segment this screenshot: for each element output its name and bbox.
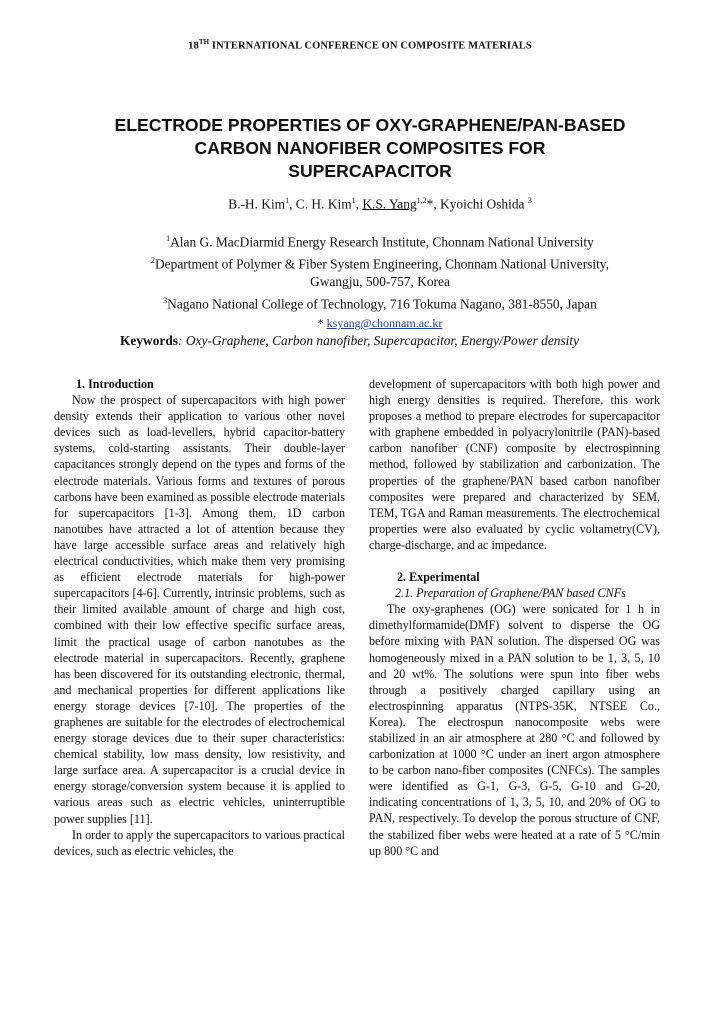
- left-column: [54, 376, 345, 859]
- running-header: [0, 38, 720, 52]
- title-line-2: CARBON NANOFIBER COMPOSITES FOR: [194, 138, 546, 158]
- affiliation-1-text: Alan G. MacDiarmid Energy Research Institute, Chonnam National University: [170, 234, 594, 250]
- affiliation-2-text: Department of Polymer & Fiber System Engineering, Chonnam National University,: [155, 256, 609, 272]
- section-heading-introduction: 1. Introduction: [76, 377, 154, 391]
- affiliation-3: [60, 292, 700, 314]
- author-2-sup: 1: [351, 196, 356, 205]
- intro-paragraph-continued: development of supercapacitors with both high power and high energy densities is required. Therefore, this work proposes a method to prepare electrodes for supercapacitor with graphene embedded in polyacrylonitrile (PAN)-based carbon nanofiber (CNF) composite by electrospinning method, followed by stabilization and carbonization. The properties of the graphene/PAN based carbon nanofiber composites were prepared and characterized by SEM, TEM, TGA and Raman measurements. The electrochemical properties were also evaluated by cyclic voltametry(CV), charge-discharge, and ac impedance.: [369, 377, 660, 552]
- keywords-label: Keywords: [120, 333, 179, 348]
- subsection-heading: 2.1. Preparation of Graphene/PAN based CNFs: [395, 586, 626, 601]
- header-sup: TH: [198, 38, 210, 46]
- author-1-sup: 1: [285, 196, 290, 205]
- email-link[interactable]: ksyang@chonnam.ac.kr: [326, 316, 443, 331]
- paper-title: [80, 114, 660, 183]
- right-column: [369, 376, 660, 859]
- author-1: B.-H. Kim: [228, 196, 286, 212]
- author-separator: ,: [355, 196, 363, 212]
- intro-paragraph-2: In order to apply the supercapacitors to various practical devices, such as electric vehicles, the: [54, 827, 345, 858]
- affiliation-2-cont: [60, 273, 700, 291]
- author-3-sup: 1,2: [416, 196, 427, 205]
- title-line-3: SUPERCAPACITOR: [288, 161, 452, 181]
- corresponding-email: [318, 314, 443, 332]
- affiliation-1: [60, 230, 700, 252]
- experimental-paragraph: The oxy-graphenes (OG) were sonicated for 1 h in dimethylformamide(DMF) solvent to disperse the OG before mixing with PAN solution. The dispersed OG was homogeneously mixed in a PAN solution to be 1, 3, 5, 10 and 20 wt%. The solutions were spun into fiber webs through a positively charged capillary using an electrospinning apparatus (NTPS-35K, NTSEE Co., Korea). The electrospun nanocomposite webs were stabilized in an air atmosphere at 280 °C and followed by carbonization at 1000 °C under an inert argon atmosphere to be carbon nano-fiber composites (CNFCs). The samples were identified as G-1, G-3, G-5, G-10 and G-20, indicating concentrations of 1, 3, 5, 10, and 20% of OG to PAN, respectively. To develop the porous structure of CNF, the stabilized fiber webs were heated at a rate of 5 °C/min up 800 °C and: [369, 602, 660, 858]
- section-gap: [369, 553, 660, 569]
- author-4: *, Kyoichi Oshida: [426, 196, 528, 212]
- affiliation-2: [60, 252, 700, 274]
- author-2: , C. H. Kim: [289, 196, 352, 212]
- affiliations: [60, 230, 700, 332]
- header-text: INTERNATIONAL CONFERENCE ON COMPOSITE MATERIALS: [209, 40, 532, 52]
- affiliation-3-sup: 3: [163, 295, 168, 305]
- affiliation-3-text: Nagano National College of Technology, 716 Tokuma Nagano, 381-8550, Japan: [167, 296, 597, 312]
- affiliation-2-sup: 2: [151, 255, 156, 265]
- title-line-1: ELECTRODE PROPERTIES OF OXY-GRAPHENE/PAN-BASED: [114, 115, 626, 135]
- intro-paragraph-1: Now the prospect of supercapacitors with high power density extends their application to various other novel devices such as load-levellers, hybrid capacitor-battery systems, cold-starting assistants. Their double-layer capacitances strongly depend on the types and forms of the electrode materials. Various forms and textures of porous carbons have been examined as possible electrode materials for supercapacitors [1-3]. Among them, 1D carbon nanotubes have attracted a lot of attention because they have large accessible surface areas and relatively high electrical conductivities, which make them very promising as efficient electrode materials for high-power supercapacitors [4-6]. Currently, intrinsic problems, such as their limited available amount of charge and high cost, combined with their low effective specific surface areas, limit the practical usage of carbon nanotubes as the electrode material in supercapacitors. Recently, graphene has been discovered for its outstanding electronic, thermal, and mechanical properties for different applications like energy storage devices [7-10]. The properties of the graphenes are suitable for the electrodes of electrochemical energy storage devices due to their super characteristics: chemical stability, low mass density, low resistivity, and large surface area. A supercapacitor is a crucial device in energy storage/conversion system because it is applied to various areas such as electric vehicles, uninterruptible power supplies [11].: [54, 393, 345, 826]
- keywords: [120, 333, 680, 349]
- affiliation-2-cont-text: Gwangju, 500-757, Korea: [310, 274, 450, 290]
- affiliation-1-sup: 1: [166, 234, 171, 243]
- keywords-text: : Oxy-Graphene, Carbon nanofiber, Supercapacitor, Energy/Power density: [178, 333, 580, 348]
- header-number: 18: [188, 40, 199, 52]
- section-heading-experimental: 2. Experimental: [397, 570, 480, 585]
- author-3: K.S. Yang: [362, 196, 417, 212]
- author-4-sup: 3: [527, 196, 532, 205]
- author-list: [100, 196, 660, 212]
- email-prefix: *: [317, 316, 327, 331]
